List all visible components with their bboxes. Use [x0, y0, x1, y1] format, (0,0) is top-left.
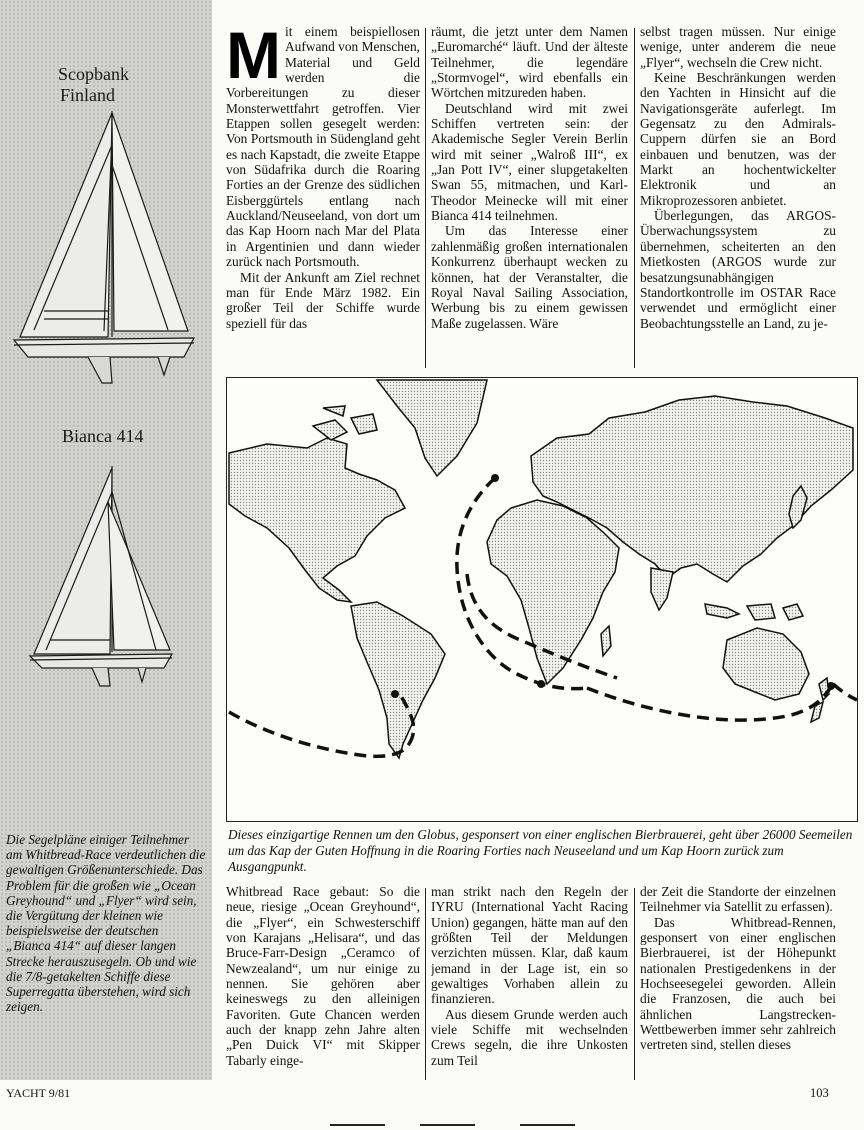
col5-paragraph-2: Aus diesem Grunde werden auch viele Schiffe mit wechselnden Crews segeln, die ihre Unkosten zum Teil	[431, 1006, 628, 1068]
article-column-1	[226, 24, 420, 369]
stop-cape-town	[537, 680, 545, 688]
north-america-landmass	[229, 438, 405, 602]
col4-paragraph-1: Whitbread Race gebaut: So die neue, riesige „Ocean Greyhound“, die „Flyer“, ein Schwesterschiff von Karajans „Helisara“, und das Bruce-Farr-Design „Ceramco of Newzealand“, um nur einige zu nennen. Sie gehören aber keineswegs zu den alleinigen Favoriten. Gute Chancen werden auch der knapp zehn Jahre alten „Pen Duick VI“ mit Skipper Tabarly einge-	[226, 884, 420, 1068]
arctic-islands	[313, 406, 377, 440]
bottom-mark	[420, 1124, 475, 1126]
issue-label: YACHT 9/81	[6, 1086, 71, 1100]
column-divider	[425, 888, 426, 1080]
col3-paragraph-2: Keine Beschränkungen werden den Yachten in Hinsicht auf die Navigationsgeräte auferlegt. Im Gegensatz zu den Admirals-Cuppern dürfen sie an Bord einbauen und benutzen, was der Markt an hochentwickelter Elektronik und an Mikroprozessoren anbietet.	[640, 70, 836, 208]
bottom-mark	[330, 1124, 385, 1126]
col2-paragraph-2: Deutschland wird mit zwei Schiffen vertreten sein: der Akademische Segler Verein Berlin wird mit seiner „Walroß III“, ex „Jan Pott IV“, einer slupgetakelten Swan 55, mitmachen, und Karl-Theodor Meinecke will mit einer Bianca 414 teilnehmen.	[431, 100, 628, 224]
article-column-5	[431, 884, 628, 1080]
sailplan-scopbank-drawing	[8, 105, 198, 390]
col6-paragraph-2: Das Whitbread-Rennen, gesponsert von einer englischen Bierbrauerei, ist der Höhepunkt nationalen Prestigedenkens in der Hochseesegelei geworden. Allein die Franzosen, die auch bei ähnlichen Langstrecken-Wettbewerben immer sehr zahlreich vertreten sind, stellen dieses	[640, 914, 836, 1053]
indonesia-islands	[705, 604, 803, 620]
stop-auckland	[827, 682, 835, 690]
article-column-6	[640, 884, 836, 1080]
world-route-map	[227, 378, 857, 821]
page-number: 103	[810, 1086, 829, 1100]
col3-paragraph-3: Überlegungen, das ARGOS-Überwachungssystem zu übernehmen, scheiterten an den Mietkosten (ARGOS wurde zur besatzungsunabhängigen Standortkontrolle im OSTAR Race verwendet und ermöglicht einer Beobachtungsstelle an Land, zu je-	[640, 208, 836, 331]
column-divider	[634, 28, 635, 368]
map-caption: Dieses einzigartige Rennen um den Globus, gesponsert von einer englischen Bierbrauerei, geht über 26000 Seemeilen um das Kap der Guten Hoffnung in die Roaring Forties nach Neuseeland und um Kap Hoorn zurück zum Ausgangpunkt.	[228, 827, 853, 874]
col2-paragraph-3: Um das Interesse einer zahlenmäßig großen internationalen Konkurrenz überhaupt wecken zu können, hat der Veranstalter, die Royal Naval Sailing Association, Werbung bis zu einem gewissen Maße zugelassen. Wäre	[431, 223, 628, 331]
boat1-title-line1: Scopbank	[58, 64, 129, 84]
new-zealand-landmass	[811, 678, 829, 722]
col3-paragraph-1: selbst tragen müssen. Nur einige wenige, unter anderem die neue „Flyer“, wechseln die Crew nicht.	[640, 24, 836, 70]
article-column-2	[431, 24, 628, 369]
stop-portsmouth	[491, 474, 499, 482]
column-divider	[425, 28, 426, 368]
sidebar-caption: Die Segelpläne einiger Teilnehmer am Whitbread-Race verdeutlichen die gewaltigen Größenunterschiede. Das Problem für die großen wie „Ocean Greyhound“ und „Flyer“ wird sein, die Vergütung der kleinen wie beispielsweise der deutschen „Bianca 414“ auf dieser langen Strecke herauszusegeln. Ob und wie die 7/8-getakelten Schiffe diese Superregatta überstehen, wird sich zeigen.	[6, 832, 206, 1015]
col1-paragraph-2: Mit der Ankunft am Ziel rechnet man für Ende März 1982. Ein großer Teil der Schiffe wurde speziell für das	[226, 269, 420, 331]
article-column-3	[640, 24, 836, 369]
south-america-landmass	[351, 602, 445, 758]
stop-mar-del-plata	[391, 690, 399, 698]
madagascar-landmass	[601, 626, 611, 656]
bottom-mark	[520, 1124, 575, 1126]
col5-paragraph-1: man strikt nach den Regeln der IYRU (International Yacht Racing Union) gegangen, hätte man auf den größten Teil der Meldungen verzichten müssen. Klar, daß kaum jemand in der Lage ist, ein so gewaltiges Vorhaben allein zu finanzieren.	[431, 884, 628, 1007]
india-landmass	[651, 568, 673, 610]
australia-landmass	[723, 628, 809, 700]
drop-cap: M	[226, 24, 281, 92]
col6-paragraph-1: der Zeit die Standorte der einzelnen Teilnehmer via Satellit zu erfassen).	[640, 884, 836, 915]
world-map-frame	[226, 377, 858, 822]
africa-landmass	[487, 500, 619, 684]
boat1-title-line2: Finland	[60, 85, 116, 105]
col2-paragraph-1: räumt, die jetzt unter dem Namen „Euromarché“ läuft. Und der älteste Teilnehmer, die legendäre „Stormvogel“, wird ebenfalls ein Wörtchen mitzureden haben.	[431, 24, 628, 101]
boat1-title	[58, 64, 129, 106]
column-divider	[634, 888, 635, 1080]
boat2-title: Bianca 414	[62, 426, 144, 446]
greenland-landmass	[377, 380, 487, 476]
sailplan-bianca-drawing	[26, 462, 176, 690]
col1-paragraph-1: it einem beispiellosen Aufwand von Menschen, Material und Geld werden die Vorbereitungen zu dieser Monsterwettfahrt getroffen. Vier Etappen sollen gesegelt werden: Von Portsmouth in Südengland geht es nach Kapstadt, die zweite Etappe von Südafrika durch die Roaring Forties an der Grenze des südlichen Eisberggürtels entlang nach Auckland/Neuseeland, von dort um das Kap Hoorn nach Mar del Plata in Argentinien und dann wieder zurück nach Portsmouth.	[226, 24, 420, 270]
article-column-4	[226, 884, 420, 1080]
